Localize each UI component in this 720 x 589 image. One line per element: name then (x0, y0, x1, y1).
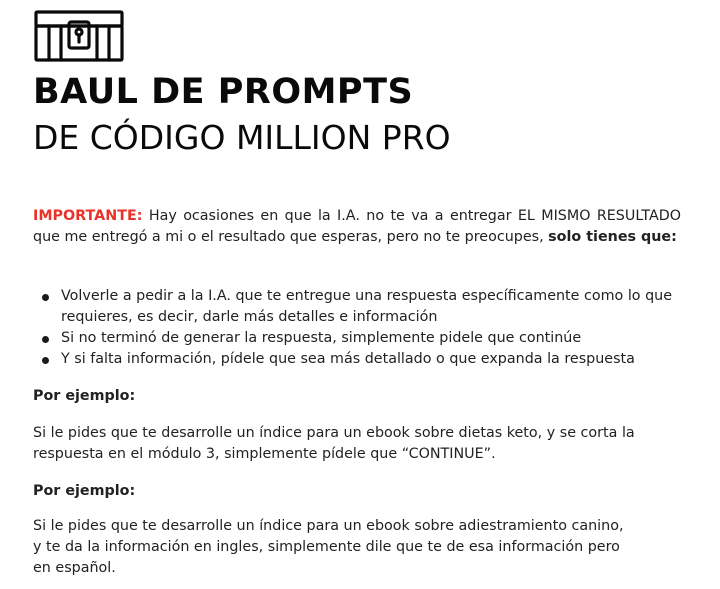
treasure-chest-icon (33, 8, 125, 64)
list-item (33, 328, 681, 349)
list-item (33, 286, 681, 328)
tips-list (33, 286, 681, 370)
bullet-dot-icon (42, 336, 49, 343)
example-1-line-2: respuesta en el módulo 3, simplemente pídele que “CONTINUE”. (33, 446, 496, 462)
example-label-2: Por ejemplo: (33, 483, 136, 499)
intro-bold-tail: solo tienes que: (548, 229, 677, 245)
list-item-text: Y si falta información, pídele que sea más detallado o que expanda la respuesta (61, 351, 635, 367)
list-item (33, 349, 681, 370)
example-paragraph-2 (33, 516, 681, 579)
bullet-dot-icon (42, 357, 49, 364)
example-2-line-2: y te da la información en ingles, simplemente dile que te de esa información pero (33, 539, 620, 555)
example-2-line-3: en español. (33, 560, 116, 576)
example-1-line-1: Si le pides que te desarrolle un índice para un ebook sobre dietas keto, y se corta la (33, 425, 635, 441)
intro-paragraph (33, 206, 681, 248)
example-2-line-1: Si le pides que te desarrolle un índice para un ebook sobre adiestramiento canino, (33, 518, 624, 534)
important-label: IMPORTANTE: (33, 208, 143, 224)
example-label-1: Por ejemplo: (33, 388, 136, 404)
list-item-text: Si no terminó de generar la respuesta, simplemente pidele que continúe (61, 330, 582, 346)
title-line-2: DE CÓDIGO MILLION PRO (33, 118, 451, 157)
title-line-1: BAUL DE PROMPTS (33, 72, 414, 112)
intro-text: Hay ocasiones en que la I.A. no te va a entregar EL MISMO RESULTADO que me entregó a mi o el resultado que esperas, pero no te preocupes, (33, 208, 681, 245)
example-paragraph-1 (33, 423, 681, 465)
list-item-text: Volverle a pedir a la I.A. que te entregue una respuesta específicamente como lo que requieres, es decir, darle más detalles e información (61, 288, 673, 325)
bullet-dot-icon (42, 294, 49, 301)
